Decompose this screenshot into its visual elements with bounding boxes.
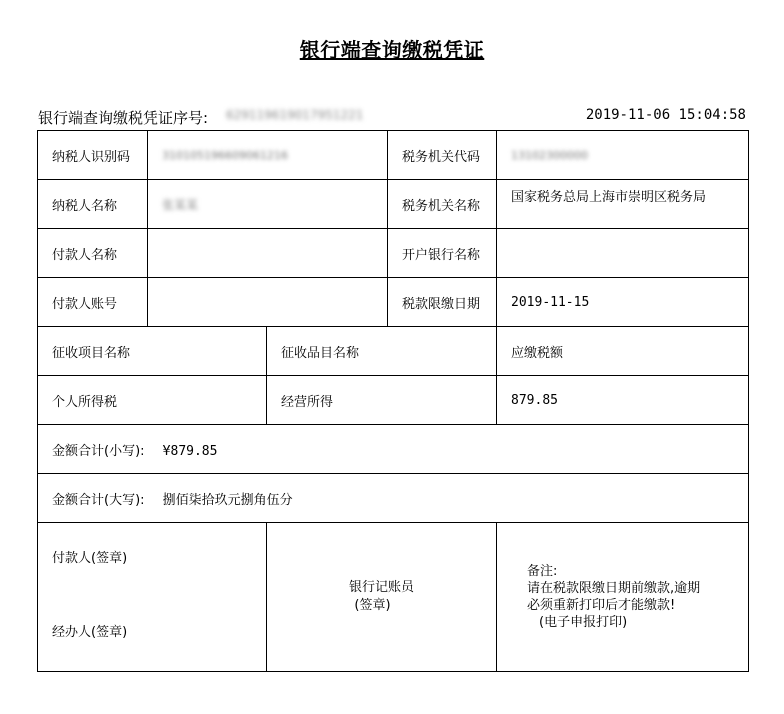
table-row bbox=[38, 425, 749, 474]
serial-row bbox=[38, 107, 746, 129]
print-datetime: 2019-11-06 15:04:58 bbox=[585, 107, 746, 123]
table-row bbox=[38, 327, 749, 376]
payer-name-label: 付款人名称 bbox=[38, 229, 148, 278]
bank-name-label: 开户银行名称 bbox=[388, 229, 497, 278]
remarks-line-3: (电子申报打印) bbox=[539, 615, 628, 630]
item-header-amount: 应缴税额 bbox=[497, 327, 749, 376]
item-category: 个人所得税 bbox=[38, 376, 267, 425]
remarks-label: 备注: bbox=[527, 564, 558, 579]
taxpayer-id-label: 纳税人识别码 bbox=[38, 131, 148, 180]
total-small-value: ¥879.85 bbox=[162, 443, 218, 459]
bank-name-value bbox=[497, 229, 749, 278]
taxpayer-name-label: 纳税人名称 bbox=[38, 180, 148, 229]
voucher-table bbox=[37, 130, 749, 672]
signature-row bbox=[38, 523, 749, 672]
deadline-value: 2019-11-15 bbox=[497, 278, 749, 327]
table-row bbox=[38, 376, 749, 425]
taxpayer-name-value: 张某某 bbox=[148, 180, 388, 229]
deadline-label: 税款限缴日期 bbox=[388, 278, 497, 327]
bank-clerk-sign: (签章) bbox=[354, 598, 391, 613]
item-amount: 879.85 bbox=[497, 376, 749, 425]
bank-clerk-label: 银行记账员 bbox=[349, 580, 415, 595]
tax-office-name-value: 国家税务总局上海市崇明区税务局 bbox=[497, 180, 749, 229]
total-small-cell bbox=[38, 425, 749, 474]
item-subcategory: 经营所得 bbox=[267, 376, 497, 425]
table-row bbox=[38, 229, 749, 278]
document-title: 银行端查询缴税凭证 bbox=[299, 38, 485, 62]
table-row bbox=[38, 474, 749, 523]
remarks-line-2: 必须重新打印后才能缴款! bbox=[527, 598, 676, 613]
remarks-line-1: 请在税款限缴日期前缴款,逾期 bbox=[527, 581, 701, 596]
tax-office-name-label: 税务机关名称 bbox=[388, 180, 497, 229]
payer-sign-cell bbox=[38, 523, 267, 672]
taxpayer-id-value: 310105196609061216 bbox=[148, 131, 388, 180]
handler-signature: 经办人(签章) bbox=[52, 625, 128, 640]
total-big-cell bbox=[38, 474, 749, 523]
payer-account-label: 付款人账号 bbox=[38, 278, 148, 327]
table-row bbox=[38, 278, 749, 327]
payer-signature: 付款人(签章) bbox=[52, 551, 128, 566]
bank-clerk-cell bbox=[267, 523, 497, 672]
tax-office-code-label: 税务机关代码 bbox=[388, 131, 497, 180]
table-row bbox=[38, 180, 749, 229]
total-big-value: 捌佰柒拾玖元捌角伍分 bbox=[162, 492, 293, 508]
tax-office-code-value: 13102300000 bbox=[497, 131, 749, 180]
item-header-subcategory: 征收品目名称 bbox=[267, 327, 497, 376]
serial-label: 银行端查询缴税凭证序号: bbox=[38, 109, 209, 127]
remarks-cell bbox=[497, 523, 749, 672]
table-row bbox=[38, 131, 749, 180]
serial-number: 629119619017951221 bbox=[226, 108, 364, 122]
total-small-label: 金额合计(小写): bbox=[52, 443, 145, 459]
payer-name-value bbox=[148, 229, 388, 278]
item-header-category: 征收项目名称 bbox=[38, 327, 267, 376]
total-big-label: 金额合计(大写): bbox=[52, 492, 145, 508]
payer-account-value bbox=[148, 278, 388, 327]
